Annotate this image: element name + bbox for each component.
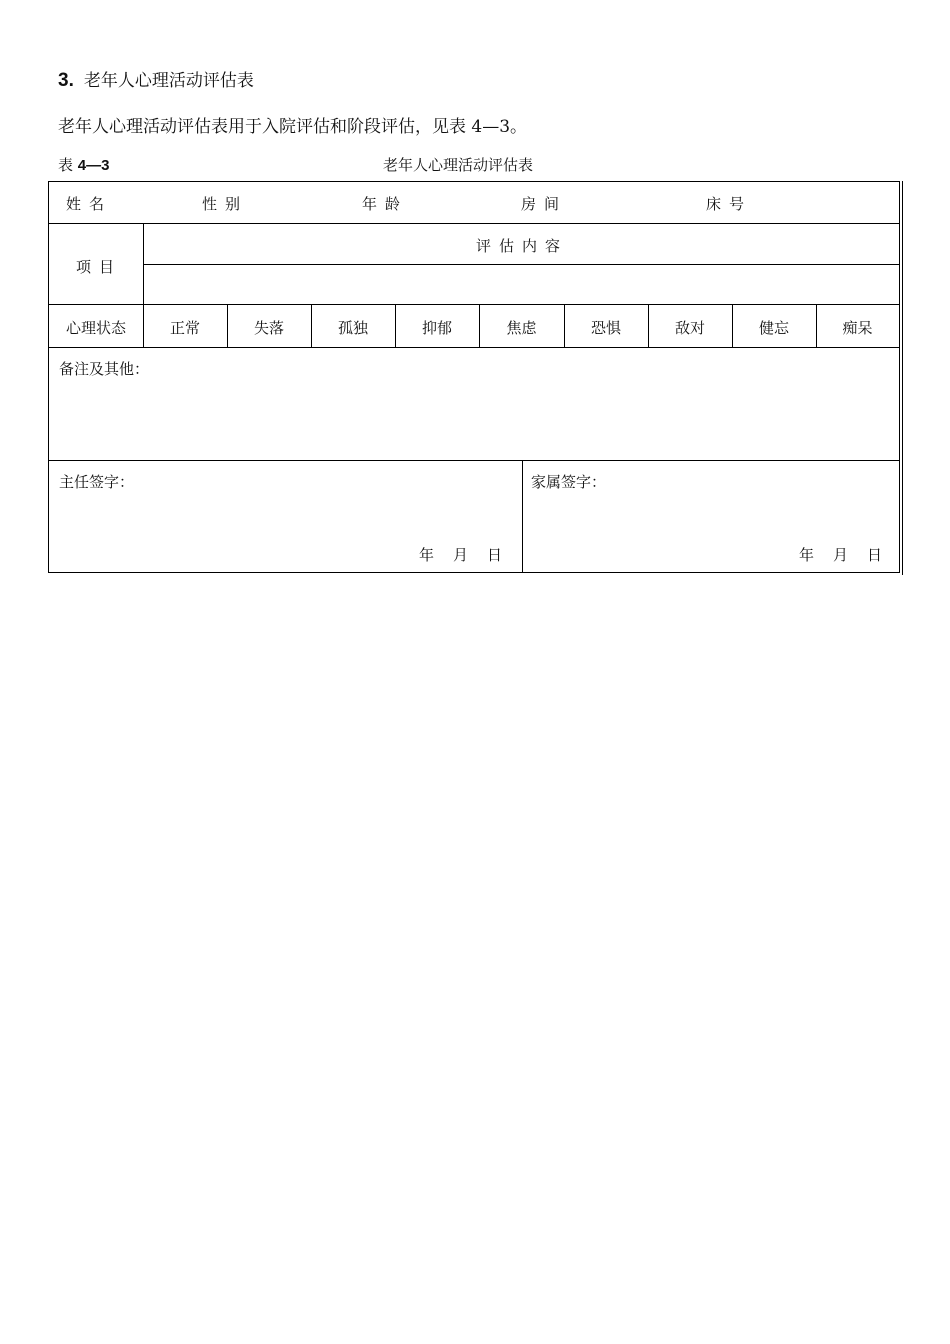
family-signature-label: 家属签字：: [531, 473, 607, 491]
project-label: 项目: [76, 258, 123, 276]
field-room-label: 房间: [521, 195, 568, 213]
section-heading: [58, 66, 254, 92]
assessment-table: [48, 181, 900, 573]
field-age-label: 年龄: [362, 195, 409, 213]
section-number: 3.: [58, 70, 74, 91]
state-option: 抑郁: [421, 319, 452, 337]
state-option: 失落: [253, 319, 284, 337]
table-caption-label: 表 4—3: [58, 156, 110, 174]
field-gender-label: 性别: [202, 195, 249, 213]
state-option: 敌对: [674, 319, 705, 337]
field-name-label: 姓名: [66, 195, 113, 213]
state-option: 恐惧: [590, 319, 621, 337]
field-bed-label: 床号: [706, 195, 753, 213]
state-option: 痴呆: [842, 319, 873, 337]
table-caption-title: 老年人心理活动评估表: [383, 156, 534, 174]
state-option: 健忘: [758, 319, 789, 337]
state-option: 孤独: [337, 319, 368, 337]
state-option: 正常: [169, 319, 200, 337]
director-date-month: 月: [453, 546, 469, 564]
section-title: 老年人心理活动评估表: [83, 71, 254, 91]
family-date-year: 年: [799, 546, 815, 564]
state-label: 心理状态: [65, 319, 126, 337]
family-date-day: 日: [867, 546, 883, 564]
director-signature-label: 主任签字：: [59, 473, 135, 491]
remarks-label: 备注及其他：: [59, 360, 150, 378]
intro-paragraph: 老年人心理活动评估表用于入院评估和阶段评估，见表 4—3。: [58, 117, 528, 137]
content-label: 评估内容: [476, 237, 569, 255]
director-date-year: 年: [419, 546, 435, 564]
director-date-day: 日: [487, 546, 503, 564]
family-date-month: 月: [833, 546, 849, 564]
state-option: 焦虑: [506, 319, 537, 337]
